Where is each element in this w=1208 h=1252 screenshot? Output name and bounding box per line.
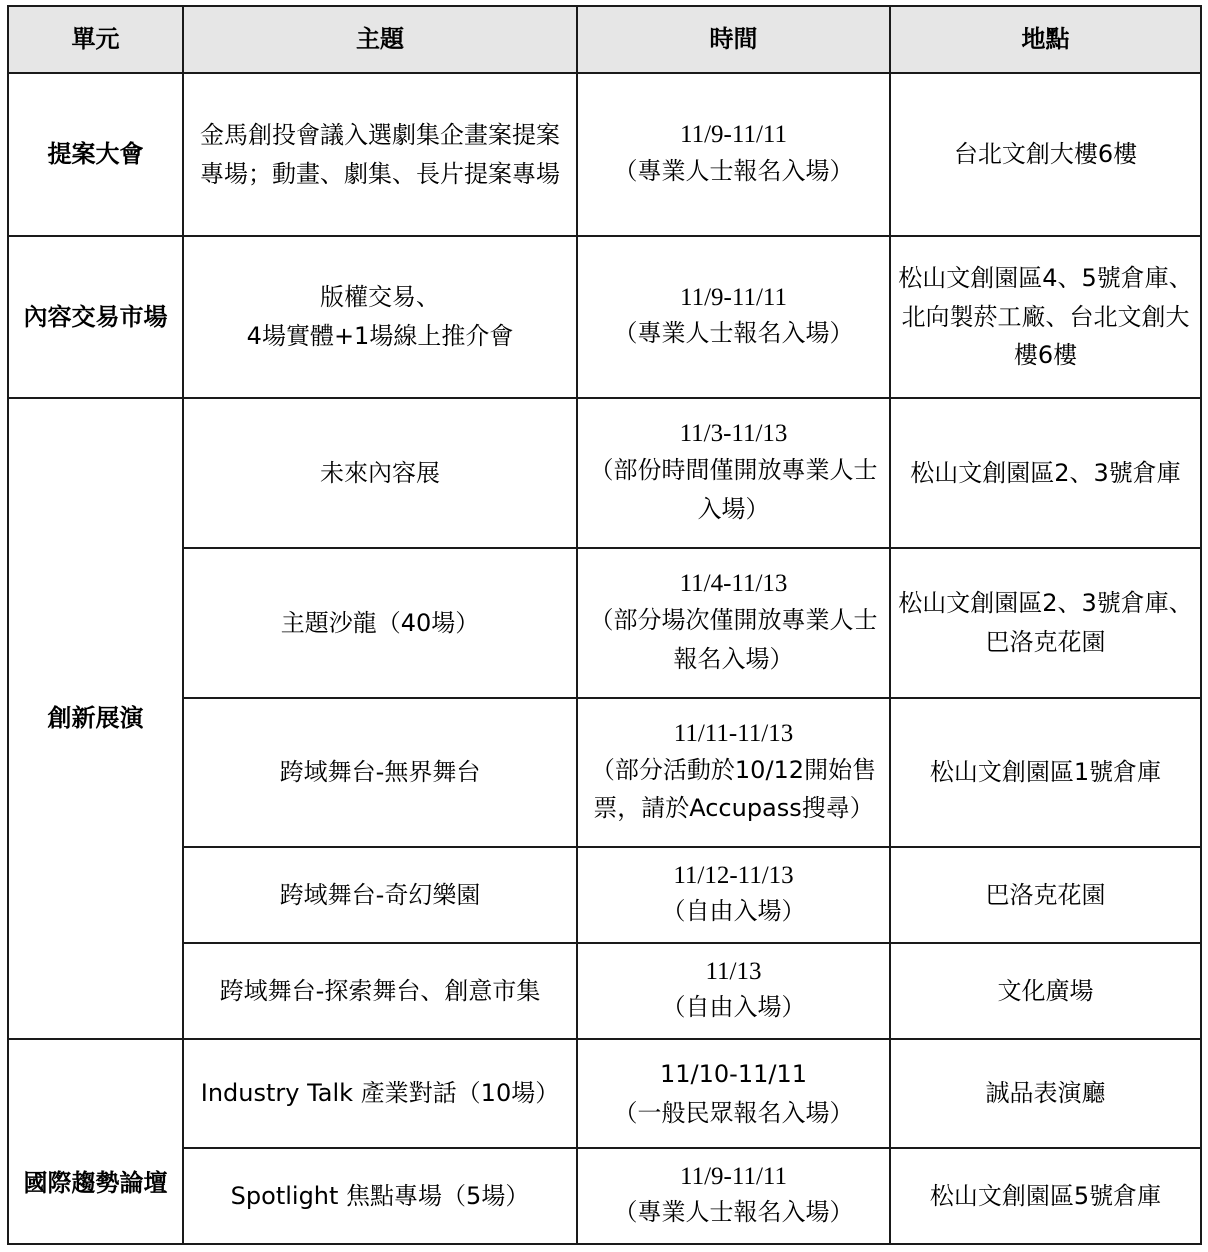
admission-note: （專業人士報名入場） bbox=[613, 156, 854, 185]
table-row bbox=[8, 698, 1201, 847]
table-row bbox=[8, 847, 1201, 943]
date-text: 11/3-11/13 bbox=[679, 420, 788, 448]
time-cell bbox=[577, 548, 890, 698]
date-text: 11/9-11/11 bbox=[680, 121, 787, 149]
location-cell: 松山文創園區2、3號倉庫 bbox=[890, 398, 1201, 548]
date-text: 11/9-11/11 bbox=[680, 1162, 787, 1190]
location-cell: 松山文創園區5號倉庫 bbox=[890, 1148, 1201, 1244]
topic-cell: Spotlight 焦點專場（5場） bbox=[183, 1148, 577, 1244]
header-row bbox=[8, 6, 1201, 73]
date-text: 11/13 bbox=[705, 957, 762, 985]
topic-cell bbox=[183, 236, 577, 398]
time-cell bbox=[577, 847, 890, 943]
location-cell: 松山文創園區4、5號倉庫、北向製菸工廠、台北文創大樓6樓 bbox=[890, 236, 1201, 398]
time-cell bbox=[577, 398, 890, 548]
location-cell: 松山文創園區2、3號倉庫、巴洛克花園 bbox=[890, 548, 1201, 698]
table-row bbox=[8, 1039, 1201, 1148]
admission-note: （部分活動於10/12開始售票，請於Accupass搜尋） bbox=[590, 755, 877, 823]
unit-cell: 國際趨勢論壇 bbox=[8, 1039, 183, 1244]
admission-note: （專業人士報名入場） bbox=[613, 1198, 854, 1227]
date-text: 11/10-11/11 bbox=[660, 1059, 807, 1088]
table-row bbox=[8, 943, 1201, 1039]
schedule-table bbox=[7, 5, 1202, 1245]
topic-cell: Industry Talk 產業對話（10場） bbox=[183, 1039, 577, 1148]
unit-cell: 提案大會 bbox=[8, 73, 183, 236]
time-cell bbox=[577, 236, 890, 398]
table-row bbox=[8, 548, 1201, 698]
date-text: 11/12-11/13 bbox=[673, 861, 794, 889]
header-topic: 主題 bbox=[183, 6, 577, 73]
time-cell bbox=[577, 1148, 890, 1244]
topic-line: 4場實體+1場線上推介會 bbox=[246, 322, 514, 350]
header-unit: 單元 bbox=[8, 6, 183, 73]
topic-cell: 跨域舞台-無界舞台 bbox=[183, 698, 577, 847]
admission-note: （一般民眾報名入場） bbox=[613, 1098, 854, 1127]
topic-cell: 跨域舞台-奇幻樂園 bbox=[183, 847, 577, 943]
topic-cell: 跨域舞台-探索舞台、創意市集 bbox=[183, 943, 577, 1039]
table-row bbox=[8, 73, 1201, 236]
date-text: 11/9-11/11 bbox=[680, 283, 787, 311]
admission-note: （專業人士報名入場） bbox=[613, 319, 854, 348]
admission-note: （部份時間僅開放專業人士入場） bbox=[589, 456, 878, 523]
location-cell: 誠品表演廳 bbox=[890, 1039, 1201, 1148]
table-row bbox=[8, 236, 1201, 398]
topic-cell: 主題沙龍（40場） bbox=[183, 548, 577, 698]
table-row bbox=[8, 398, 1201, 548]
date-text: 11/11-11/13 bbox=[673, 719, 794, 747]
time-cell bbox=[577, 1039, 890, 1148]
time-cell bbox=[577, 943, 890, 1039]
location-cell: 松山文創園區1號倉庫 bbox=[890, 698, 1201, 847]
topic-cell: 金馬創投會議入選劇集企畫案提案專場；動畫、劇集、長片提案專場 bbox=[183, 73, 577, 236]
time-cell bbox=[577, 73, 890, 236]
location-cell: 巴洛克花園 bbox=[890, 847, 1201, 943]
location-cell: 台北文創大樓6樓 bbox=[890, 73, 1201, 236]
topic-line: 版權交易、 bbox=[320, 283, 440, 312]
date-text: 11/4-11/13 bbox=[679, 570, 788, 598]
unit-cell: 內容交易市場 bbox=[8, 236, 183, 398]
header-time: 時間 bbox=[577, 6, 890, 73]
time-cell bbox=[577, 698, 890, 847]
unit-cell: 創新展演 bbox=[8, 398, 183, 1039]
admission-note: （部分場次僅開放專業人士報名入場） bbox=[589, 606, 878, 673]
location-cell: 文化廣場 bbox=[890, 943, 1201, 1039]
admission-note: （自由入場） bbox=[661, 993, 806, 1022]
admission-note: （自由入場） bbox=[661, 897, 806, 926]
topic-cell: 未來內容展 bbox=[183, 398, 577, 548]
header-location: 地點 bbox=[890, 6, 1201, 73]
table-row bbox=[8, 1148, 1201, 1244]
